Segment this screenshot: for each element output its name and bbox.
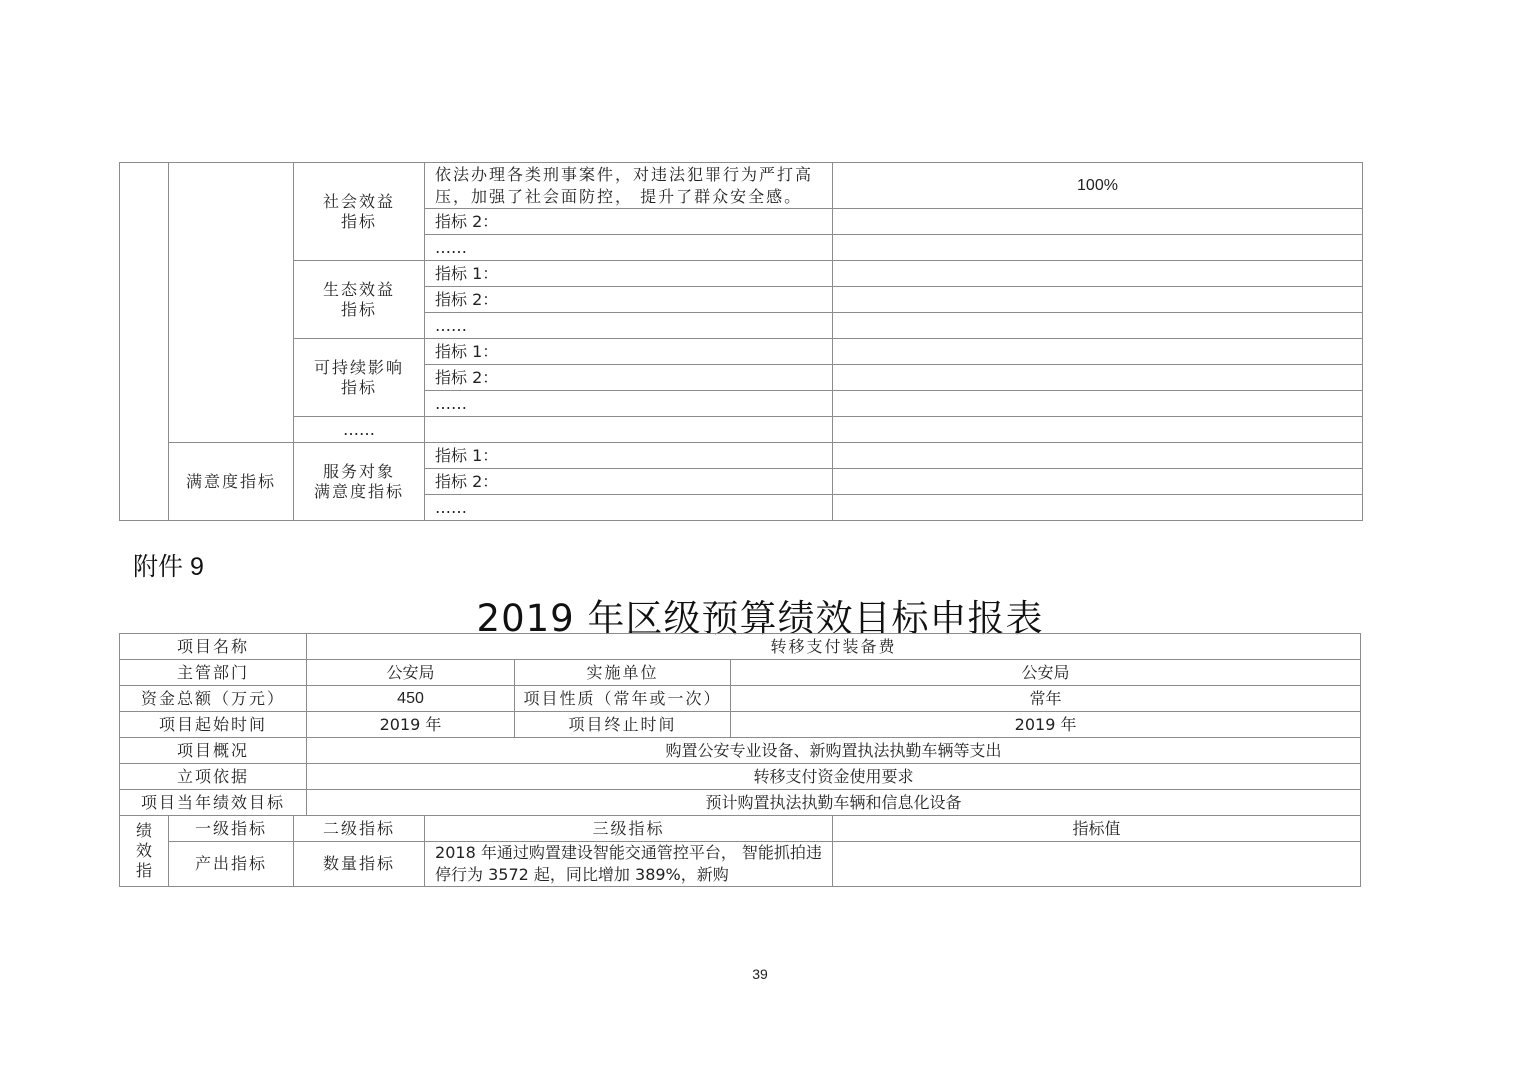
dept-label: 主管部门 (120, 660, 307, 686)
eco-benefit-indicator-more: …… (425, 313, 833, 339)
satisfaction-level1-label: 满意度指标 (169, 443, 294, 521)
social-benefit-value-2 (833, 209, 1363, 235)
project-name-value: 转移支付装备费 (307, 634, 1361, 660)
quantity-indicator-label: 数量指标 (294, 842, 425, 887)
satisfaction-value-2 (833, 469, 1363, 495)
sustain-indicator-1: 指标 1： (425, 339, 833, 365)
eco-benefit-indicator-1: 指标 1： (425, 261, 833, 287)
goal-value: 预计购置执法执勤车辆和信息化设备 (307, 790, 1361, 816)
sustain-value-2 (833, 365, 1363, 391)
basis-value: 转移支付资金使用要求 (307, 764, 1361, 790)
level3-more-empty (425, 417, 833, 443)
quantity-indicator-text: 2018 年通过购置建设智能交通管控平台， 智能抓拍违停行为 3572 起，同比增加 389%，新购 (425, 842, 833, 887)
satisfaction-value-1 (833, 443, 1363, 469)
sustain-value-more (833, 391, 1363, 417)
impl-unit-value: 公安局 (731, 660, 1361, 686)
form-title: 2019 年区级预算绩效目标申报表 (476, 597, 1044, 640)
sustain-value-1 (833, 339, 1363, 365)
end-value: 2019 年 (731, 712, 1361, 738)
funds-value: 450 (307, 686, 515, 712)
quantity-indicator-value (833, 842, 1361, 887)
social-benefit-indicator-2: 指标 2： (425, 209, 833, 235)
value-header: 指标值 (833, 816, 1361, 842)
dept-value: 公安局 (307, 660, 515, 686)
impl-unit-label: 实施单位 (515, 660, 731, 686)
start-label: 项目起始时间 (120, 712, 307, 738)
output-indicator-label: 产出指标 (169, 842, 294, 887)
nature-value: 常年 (731, 686, 1361, 712)
level2-header: 二级指标 (294, 816, 425, 842)
overview-label: 项目概况 (120, 738, 307, 764)
sustain-indicator-2: 指标 2： (425, 365, 833, 391)
satisfaction-level2-label: 服务对象 满意度指标 (294, 443, 425, 521)
social-benefit-value-more (833, 235, 1363, 261)
perf-vertical-cell-empty (120, 163, 169, 521)
satisfaction-indicator-2: 指标 2： (425, 469, 833, 495)
satisfaction-indicator-1: 指标 1： (425, 443, 833, 469)
sustain-label: 可持续影响 指标 (294, 339, 425, 417)
level1-cell-empty (169, 163, 294, 443)
page-number: 39 (752, 966, 768, 982)
social-benefit-value-1: 100% (833, 163, 1363, 209)
attachment-label: 附件 9 (133, 553, 204, 581)
satisfaction-value-more (833, 495, 1363, 521)
budget-performance-form-table (119, 633, 1361, 887)
value-more-empty (833, 417, 1363, 443)
eco-benefit-value-2 (833, 287, 1363, 313)
level3-header: 三级指标 (425, 816, 833, 842)
social-benefit-indicator-more: …… (425, 235, 833, 261)
satisfaction-indicator-more: …… (425, 495, 833, 521)
level2-more: …… (294, 417, 425, 443)
overview-value: 购置公安专业设备、新购置执法执勤车辆等支出 (307, 738, 1361, 764)
start-value: 2019 年 (307, 712, 515, 738)
funds-label: 资金总额（万元） (120, 686, 307, 712)
eco-benefit-value-1 (833, 261, 1363, 287)
goal-label: 项目当年绩效目标 (120, 790, 307, 816)
eco-benefit-indicator-2: 指标 2： (425, 287, 833, 313)
social-benefit-label: 社会效益 指标 (294, 163, 425, 261)
basis-label: 立项依据 (120, 764, 307, 790)
end-label: 项目终止时间 (515, 712, 731, 738)
eco-benefit-value-more (833, 313, 1363, 339)
level1-header: 一级指标 (169, 816, 294, 842)
project-name-label: 项目名称 (120, 634, 307, 660)
performance-indicator-table-continued (119, 162, 1363, 521)
nature-label: 项目性质（常年或一次） (515, 686, 731, 712)
eco-benefit-label: 生态效益 指标 (294, 261, 425, 339)
sustain-indicator-more: …… (425, 391, 833, 417)
perf-indicator-vertical-label: 绩 效 指 (120, 816, 169, 887)
social-benefit-indicator-1: 依法办理各类刑事案件，对违法犯罪行为严打高压，加强了社会面防控， 提升了群众安全感。 (425, 163, 833, 209)
